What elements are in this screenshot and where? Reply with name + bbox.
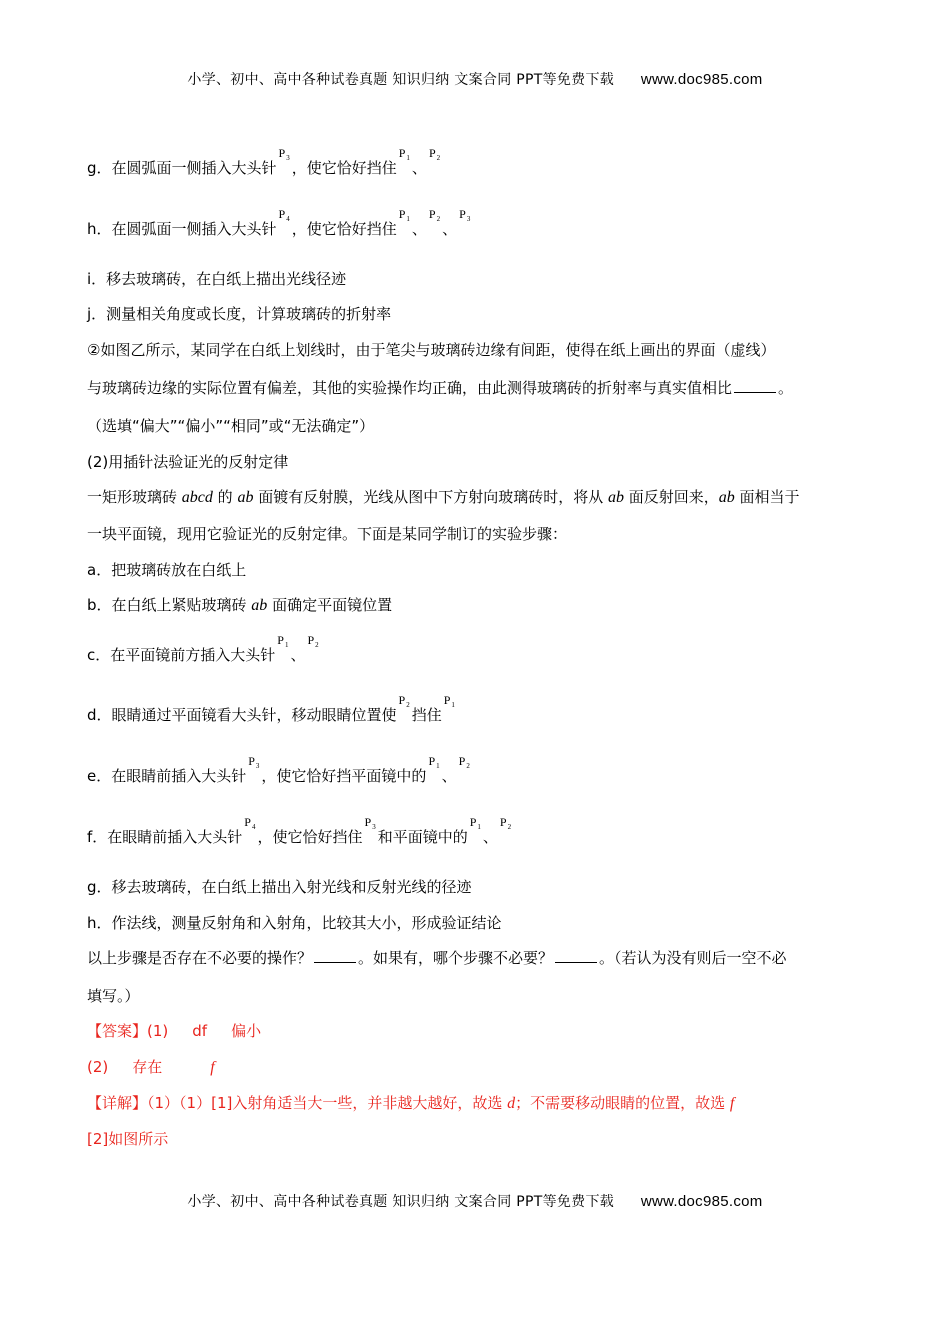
answer-line1: 【答案】(1) df 偏小 [87,1022,262,1040]
step-e-line: e．在眼睛前插入大头针$^{P_3}$，使它恰好挡平面镜中的$^{P_1}$、$^{P_2}$ [87,754,470,785]
page-footer [0,1191,950,1211]
page-header [0,69,950,89]
footer-title: 小学、初中、高中各种试卷真题 知识归纳 文案合同 PPT等免费下载 [187,1194,615,1210]
question2-line1: ②如图乙所示，某同学在白纸上划线时，由于笔尖与玻璃砖边缘有间距，使得在纸上画出的界面（虚线） [87,341,776,359]
pin-p1: P1 [428,754,440,770]
answer-blank [555,948,597,963]
step-a-line: a．把玻璃砖放在白纸上 [87,561,247,579]
header-url[interactable]: www.doc985.com [640,71,763,88]
question2-line2: 与玻璃砖边缘的实际位置有偏差，其他的实验操作均正确，由此测得玻璃砖的折射率与真实值相比 。 [87,379,794,397]
detail-label: 【详解】 [87,1094,148,1112]
pin-p2: P2 [428,146,441,162]
pin-p2: P2 [428,207,441,223]
step-i-line: i．移去玻璃砖，在白纸上描出光线径迹 [87,270,347,288]
part2-title: (2)用插针法验证光的反射定律 [87,453,289,471]
answer-label: 【答案】 [87,1022,148,1040]
step-c-line: c．在平面镜前方插入大头针$^{P_1}$、$^{P_2}$ [87,633,319,664]
pin-p1: P1 [443,693,455,709]
footer-url[interactable]: www.doc985.com [640,1193,763,1210]
answer-blank [314,948,356,963]
step-h2-line: h．作法线，测量反射角和入射角，比较其大小，形成验证结论 [87,914,502,932]
detail-line2: [2]如图所示 [87,1130,169,1148]
pin-p3: P3 [278,146,290,162]
question-line1: 以上步骤是否存在不必要的操作？ 。如果有，哪个步骤不必要？ 。（若认为没有则后一空不必 [87,949,787,967]
question2-line3: （选填“偏大”“偏小”“相同”或“无法确定”） [87,417,375,435]
pin-p4: P4 [244,815,256,831]
step-h-line: h．在圆弧面一侧插入大头针$^{P_4}$，使它恰好挡住$^{P_1}$、$^{P_2}$、$^{P_3}$ [87,207,471,238]
pin-p2: P2 [499,815,512,831]
step-b-line: b．在白纸上紧贴玻璃砖 ab 面确定平面镜位置 [87,596,393,614]
pin-p3: P3 [248,754,260,770]
pin-p3: P3 [364,815,376,831]
detail-line1: 【详解】（1）（1）[1]入射角适当大一些，并非越大越好，故选 d；不需要移动眼睛的位置，故选 f [87,1094,735,1112]
pin-p1: P1 [398,207,410,223]
pin-p1: P1 [277,633,289,649]
pin-p1: P1 [469,815,481,831]
step-g-line: g．在圆弧面一侧插入大头针$^{P_3}$，使它恰好挡住$^{P_1}$、$^{P_2}$ [87,146,441,177]
pin-p2: P2 [398,693,410,709]
header-title: 小学、初中、高中各种试卷真题 知识归纳 文案合同 PPT等免费下载 [187,72,615,88]
question-line2: 填写。） [87,987,140,1005]
pin-p3: P3 [459,207,471,223]
step-g2-line: g．移去玻璃砖，在白纸上描出入射光线和反射光线的径迹 [87,878,472,896]
answer-line2: (2) 存在 f [87,1058,215,1076]
pin-p1: P1 [398,146,410,162]
pin-p4: P4 [278,207,290,223]
step-d-line: d．眼睛通过平面镜看大头针，移动眼睛位置使$^{P_2}$挡住$^{P_1}$ [87,693,455,724]
part2-intro-line1: 一矩形玻璃砖 abcd 的 ab 面镀有反射膜，光线从图中下方射向玻璃砖时，将从 ab 面反射回来，ab 面相当于 [87,488,800,506]
step-f-line: f．在眼睛前插入大头针$^{P_4}$，使它恰好挡住$^{P_3}$和平面镜中的$^{P_1}$、$^{P_2}$ [87,815,512,846]
pin-p2: P2 [458,754,470,770]
answer-blank [734,378,776,393]
step-j-line: j．测量相关角度或长度，计算玻璃砖的折射率 [87,305,392,323]
pin-p2: P2 [307,633,319,649]
part2-intro-line2: 一块平面镜，现用它验证光的反射定律。下面是某同学制订的实验步骤： [87,525,568,543]
